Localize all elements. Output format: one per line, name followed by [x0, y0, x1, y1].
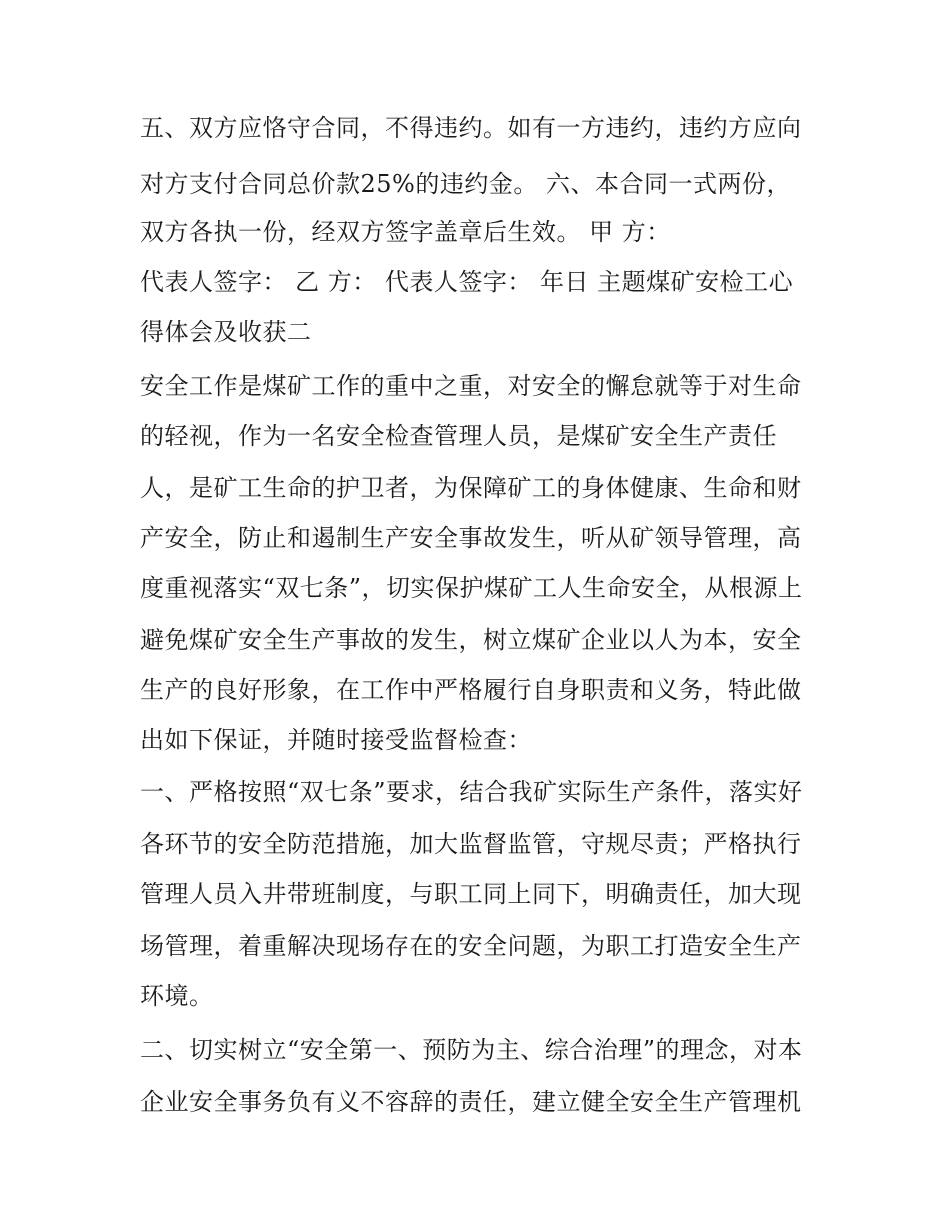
text-line: 场管理，着重解决现场存在的安全问题，为职工打造安全生产 — [140, 932, 802, 960]
text-line: 管理人员入井带班制度，与职工同上同下，明确责任，加大现 — [140, 880, 802, 908]
text-line: 环境。 — [140, 982, 214, 1010]
text-line: 企业安全事务负有义不容辞的责任，建立健全安全生产管理机 — [140, 1088, 802, 1116]
text-line: 各环节的安全防范措施，加大监督监管，守规尽责；严格执行 — [140, 830, 802, 858]
text-line: 二、切实树立“安全第一、预防为主、综合治理”的理念，对本 — [140, 1036, 803, 1064]
text-line: 对方支付合同总价款25%的违约金。 六、本合同一式两份， — [140, 170, 791, 198]
text-line: 五、双方应恪守合同，不得违约。如有一方违约，违约方应向 — [140, 114, 802, 142]
text-line: 双方各执一份，经双方签字盖章后生效。 甲 方： — [140, 218, 671, 246]
text-line: 生产的良好形象，在工作中严格履行自身职责和义务，特此做 — [140, 676, 802, 704]
text-line: 出如下保证，并随时接受监督检查： — [140, 726, 532, 754]
text-line: 的轻视，作为一名安全检查管理人员，是煤矿安全生产责任 — [140, 422, 777, 450]
text-line: 度重视落实“双七条”，切实保护煤矿工人生命安全，从根源上 — [140, 574, 803, 602]
text-line: 一、严格按照“双七条”要求，结合我矿实际生产条件，落实好 — [140, 778, 803, 806]
text-line: 安全工作是煤矿工作的重中之重，对安全的懈怠就等于对生命 — [140, 372, 802, 400]
text-line: 人，是矿工生命的护卫者，为保障矿工的身体健康、生命和财 — [140, 474, 802, 502]
text-line: 代表人签字： 乙 方： 代表人签字： 年日 主题煤矿安检工心 — [140, 268, 794, 296]
text-line: 避免煤矿安全生产事故的发生，树立煤矿企业以人为本，安全 — [140, 626, 802, 654]
text-line: 产安全，防止和遏制生产安全事故发生，听从矿领导管理，高 — [140, 524, 802, 552]
text-line: 得体会及收获二 — [140, 318, 312, 346]
